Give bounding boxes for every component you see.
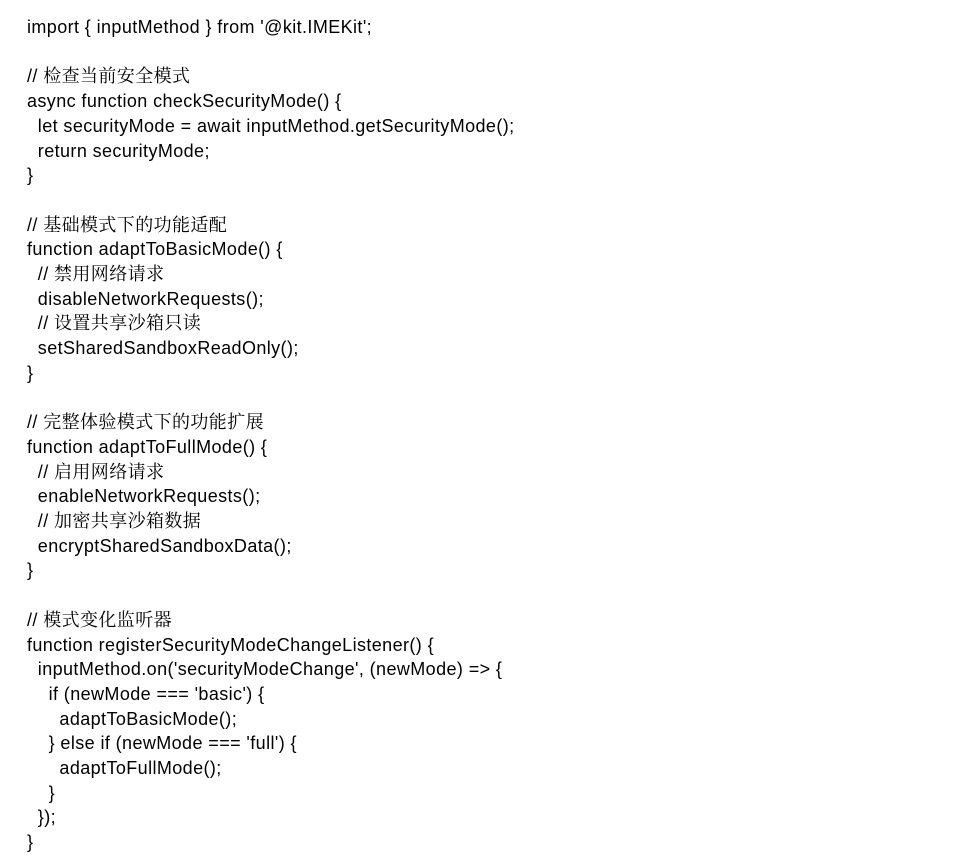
code-line: if (newMode === 'basic') { xyxy=(27,683,265,704)
code-line: } xyxy=(27,782,56,803)
code-line: async function checkSecurityMode() { xyxy=(27,91,342,112)
code-line: function adaptToFullMode() { xyxy=(27,436,268,457)
code-line: } xyxy=(27,832,34,853)
code-line xyxy=(27,188,946,213)
code-line: } xyxy=(27,560,34,581)
code-line: // 完整体验模式下的功能扩展 xyxy=(27,412,265,433)
code-line: // 启用网络请求 xyxy=(27,461,165,482)
code-line xyxy=(27,583,946,608)
code-line: adaptToFullMode(); xyxy=(27,758,222,779)
code-line: } else if (newMode === 'full') { xyxy=(27,733,297,754)
code-line: let securityMode = await inputMethod.getSecurityMode(); xyxy=(27,115,515,136)
code-line: // 设置共享沙箱只读 xyxy=(27,313,202,334)
code-line: return securityMode; xyxy=(27,140,210,161)
code-line: enableNetworkRequests(); xyxy=(27,486,261,507)
code-line: // 检查当前安全模式 xyxy=(27,66,191,87)
code-line: import { inputMethod } from '@kit.IMEKit'; xyxy=(27,17,373,37)
code-line: inputMethod.on('securityModeChange', (newMode) => { xyxy=(27,659,503,680)
code-line xyxy=(27,386,946,411)
code-line: // 基础模式下的功能适配 xyxy=(27,214,228,235)
code-line: // 模式变化监听器 xyxy=(27,609,173,630)
code-line: // 加密共享沙箱数据 xyxy=(27,511,202,532)
code-line: function registerSecurityModeChangeListener() { xyxy=(27,634,435,655)
code-line: encryptSharedSandboxData(); xyxy=(27,535,292,556)
code-block xyxy=(27,15,946,855)
code-line: setSharedSandboxReadOnly(); xyxy=(27,338,299,359)
code-line: function adaptToBasicMode() { xyxy=(27,239,283,260)
code-line: // 禁用网络请求 xyxy=(27,264,165,284)
code-line xyxy=(27,40,946,65)
code-line: disableNetworkRequests(); xyxy=(27,288,264,309)
code-line: }); xyxy=(27,807,57,828)
code-line: } xyxy=(27,165,34,186)
code-line: adaptToBasicMode(); xyxy=(27,708,238,729)
code-line: } xyxy=(27,362,34,383)
